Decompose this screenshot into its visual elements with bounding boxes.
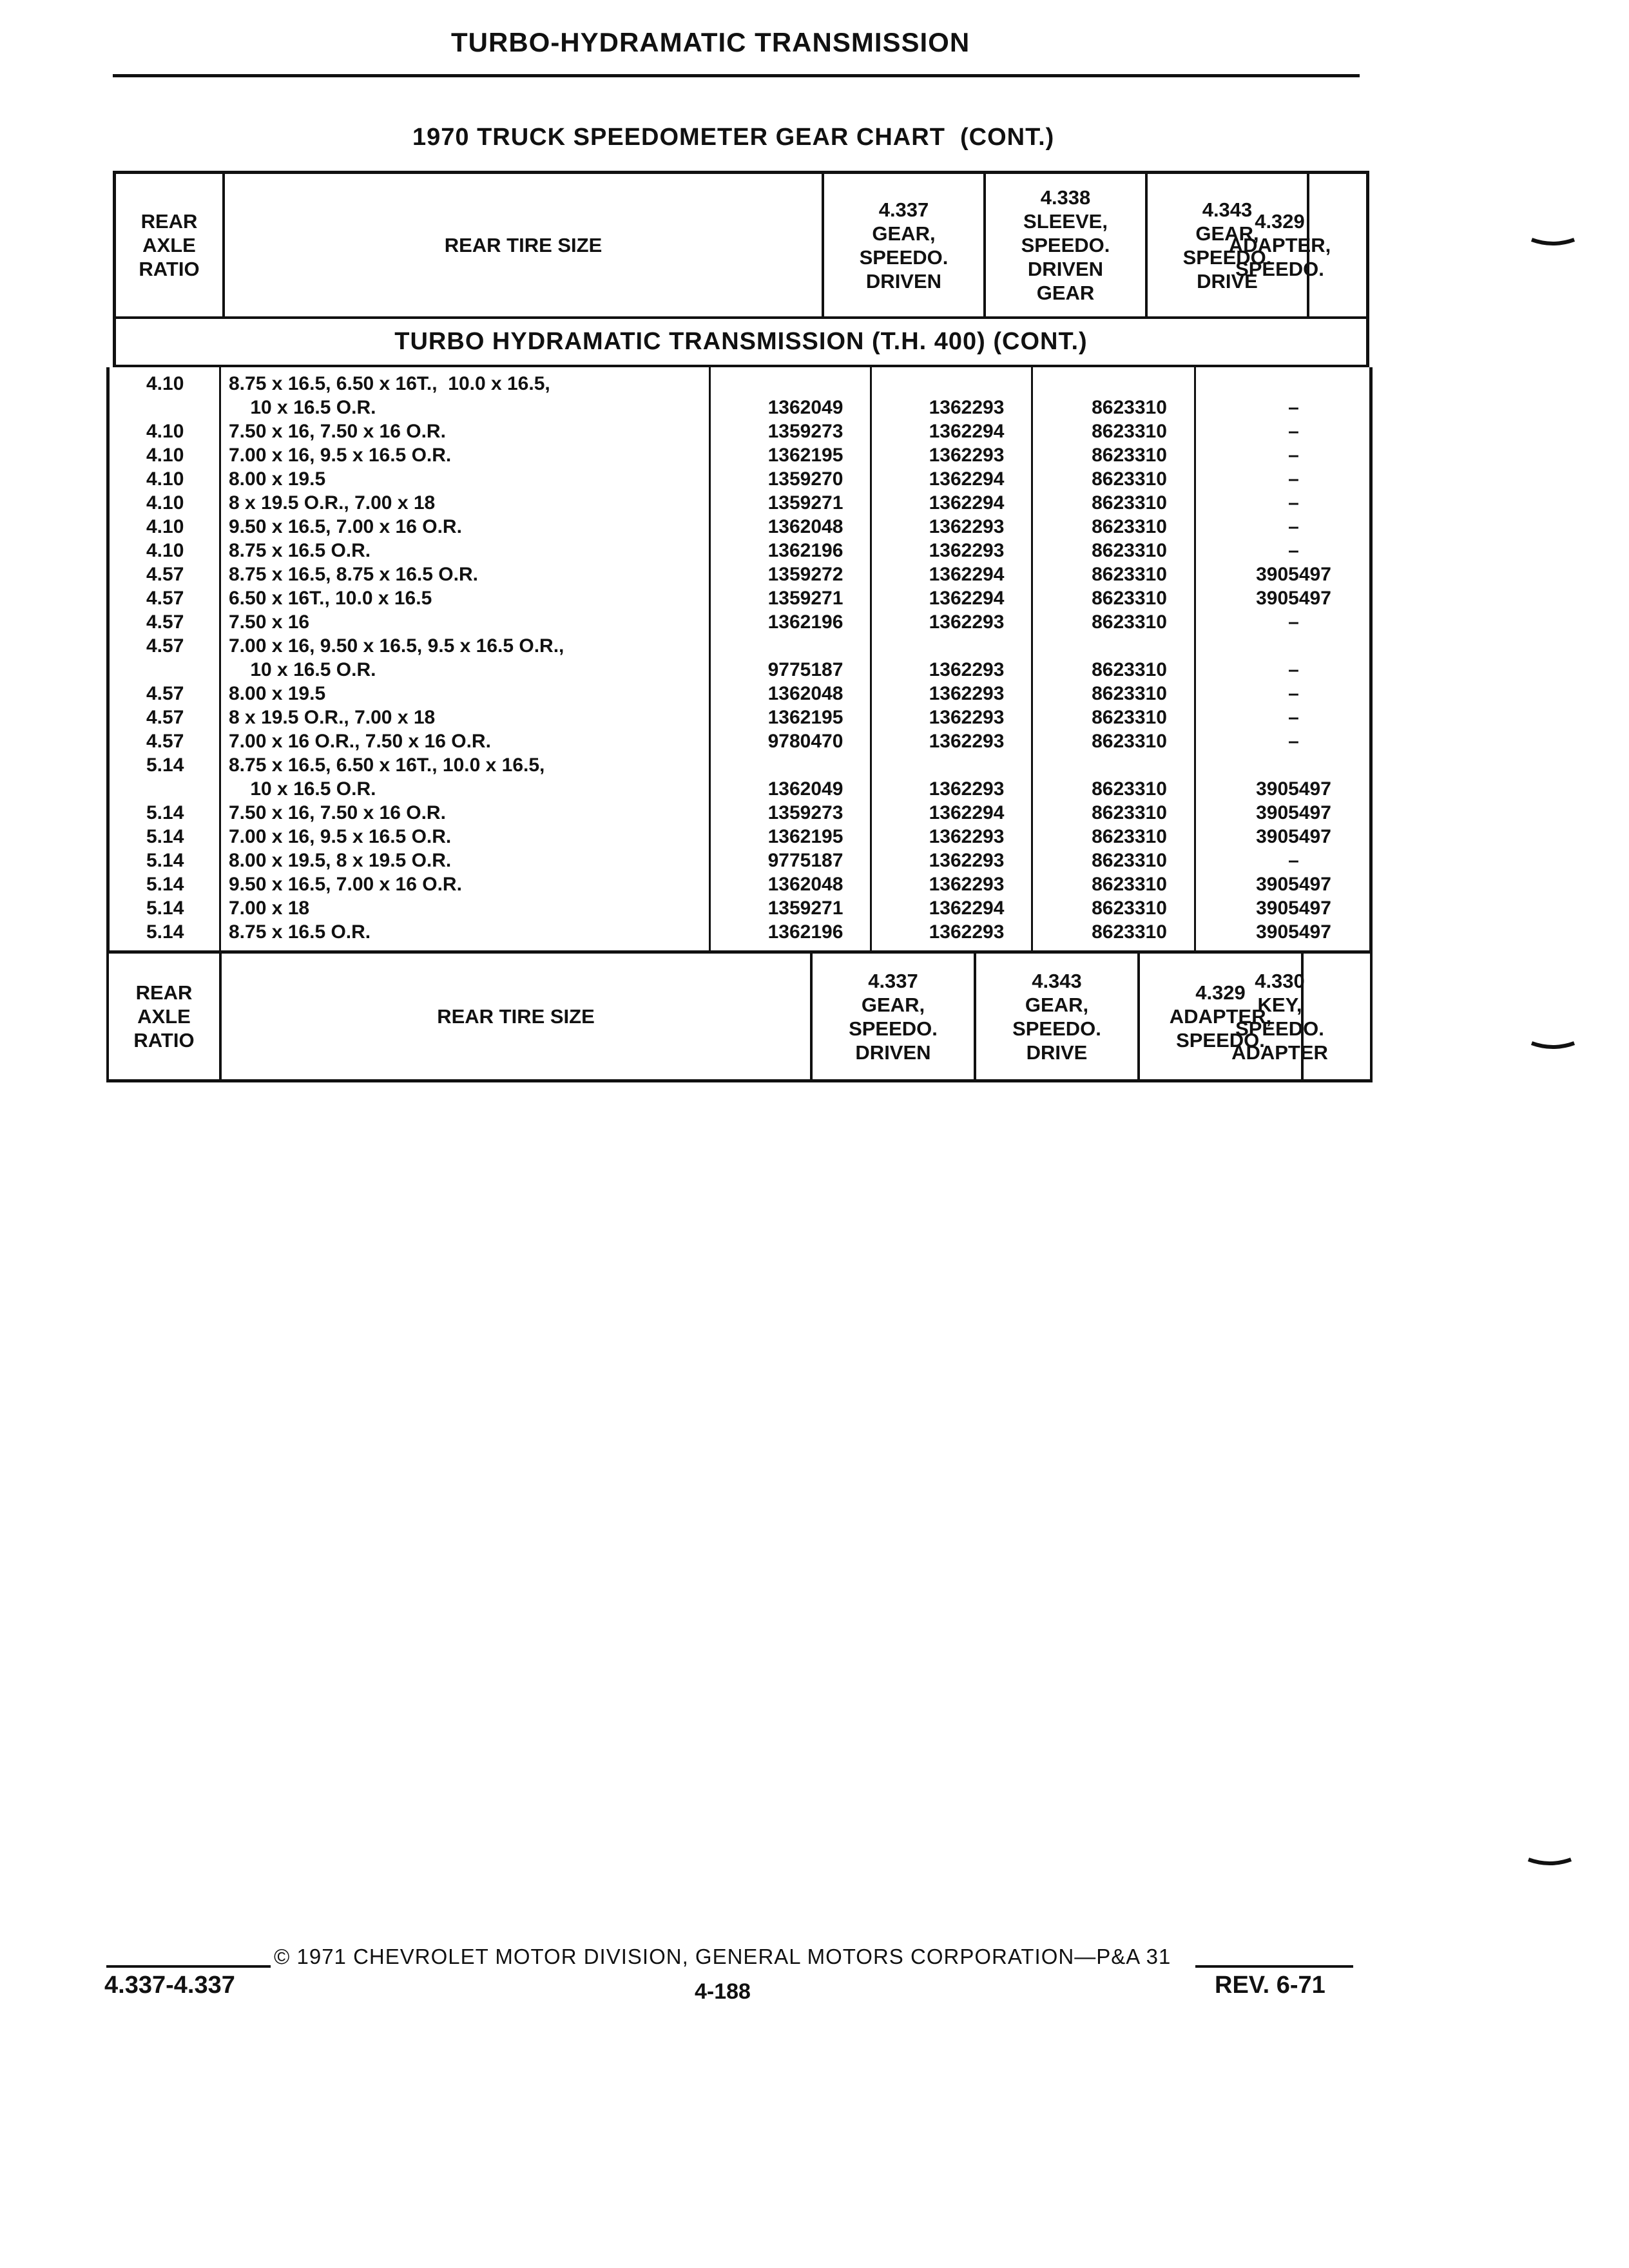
cell-driven: 1362195: [767, 707, 843, 728]
header-line: ADAPTER: [1231, 1041, 1328, 1064]
cell-sleeve: 1362294: [929, 802, 1005, 823]
cell-tire: 8.75 x 16.5, 8.75 x 16.5 O.R.: [229, 564, 478, 585]
margin-mark: [1530, 1041, 1576, 1053]
header-line: 4.343: [1202, 198, 1253, 221]
cell-drive: 8623310: [1092, 397, 1167, 418]
cell-drive: 8623310: [1092, 850, 1167, 871]
cell-sleeve: 1362293: [929, 659, 1005, 680]
cell-ratio: 4.57: [146, 707, 184, 728]
header-ratio: [116, 174, 222, 316]
header-line: ADAPTER,: [1228, 233, 1331, 256]
cell-adapter: –: [1288, 397, 1299, 418]
cell-drive: 8623310: [1092, 707, 1167, 728]
header-line: DRIVE: [1026, 1041, 1088, 1064]
cell-drive: 8623310: [1092, 659, 1167, 680]
header-line: SPEEDO.: [1235, 257, 1324, 280]
header-line: SPEEDO.: [859, 245, 949, 269]
cell-tire: 8.75 x 16.5 O.R.: [229, 921, 371, 943]
cell-adapter: 3905497: [1256, 778, 1331, 800]
cell-adapter: –: [1288, 468, 1299, 490]
cell-tire: 7.00 x 16, 9.5 x 16.5 O.R.: [229, 826, 452, 847]
cell-drive: 8623310: [1092, 683, 1167, 704]
cell-drive: 8623310: [1092, 421, 1167, 442]
header-line: 4.337: [868, 969, 918, 992]
cell-ratio: 5.14: [146, 898, 184, 919]
cell-driven: 1362048: [767, 874, 843, 895]
table-row: [106, 420, 1373, 443]
cell-driven: 1362195: [767, 826, 843, 847]
table-row: [106, 587, 1373, 610]
cell-driven: 1362195: [767, 445, 843, 466]
bottom-header-row: [106, 954, 1373, 1082]
header-line: SPEEDO.: [1235, 1017, 1324, 1040]
header-line: DRIVEN: [855, 1041, 931, 1064]
table-row: [106, 897, 1373, 920]
cell-driven: 1359273: [767, 421, 843, 442]
table-row: [106, 730, 1373, 753]
cell-adapter: –: [1288, 492, 1299, 514]
table-row: [106, 849, 1373, 872]
chart-title: 1970 TRUCK SPEEDOMETER GEAR CHART (CONT.): [412, 124, 1055, 151]
cell-driven: 1362196: [767, 921, 843, 943]
bottom-header-col1: [813, 954, 974, 1079]
header-col2: [986, 174, 1145, 316]
header-line: GEAR,: [1025, 993, 1089, 1016]
header-ratio-line: AXLE: [142, 234, 196, 256]
header-line: GEAR,: [1195, 222, 1259, 245]
cell-tire: 7.50 x 16: [229, 611, 310, 633]
cell-sleeve: 1362293: [929, 778, 1005, 800]
cell-adapter: –: [1288, 540, 1299, 561]
header-line: DRIVE: [1197, 269, 1258, 293]
copyright-line: © 1971 CHEVROLET MOTOR DIVISION, GENERAL MOTORS CORPORATION—P&A 31: [274, 1945, 1171, 1968]
cell-drive: 8623310: [1092, 802, 1167, 823]
header-col4: [1193, 174, 1366, 316]
header-line: SPEEDO.: [1176, 1029, 1265, 1052]
cell-tire: 9.50 x 16.5, 7.00 x 16 O.R.: [229, 874, 462, 895]
cell-tire: 7.00 x 16 O.R., 7.50 x 16 O.R.: [229, 731, 491, 752]
cell-drive: 8623310: [1092, 564, 1167, 585]
footer-revision: REV. 6-71: [1215, 1972, 1325, 1999]
header-line: SPEEDO.: [1182, 245, 1272, 269]
header-line: 4.343: [1032, 969, 1082, 992]
cell-ratio: 5.14: [146, 754, 184, 776]
cell-tire: 7.50 x 16, 7.50 x 16 O.R.: [229, 802, 446, 823]
cell-driven: 1359271: [767, 898, 843, 919]
cell-driven: 1359271: [767, 588, 843, 609]
cell-tire: 8 x 19.5 O.R., 7.00 x 18: [229, 707, 436, 728]
cell-tire: 7.00 x 16, 9.50 x 16.5, 9.5 x 16.5 O.R.,: [229, 635, 564, 657]
cell-sleeve: 1362293: [929, 707, 1005, 728]
cell-driven: 9775187: [767, 850, 843, 871]
cell-sleeve: 1362293: [929, 516, 1005, 537]
table-row: [106, 635, 1373, 658]
table-row: [106, 778, 1373, 801]
cell-tire: 9.50 x 16.5, 7.00 x 16 O.R.: [229, 516, 462, 537]
cell-tire: 7.00 x 18: [229, 898, 310, 919]
cell-tire: 7.50 x 16, 7.50 x 16 O.R.: [229, 421, 446, 442]
cell-drive: 8623310: [1092, 778, 1167, 800]
header-line: 4.337: [878, 198, 929, 221]
cell-sleeve: 1362293: [929, 540, 1005, 561]
footer-rule: [1195, 1965, 1353, 1968]
margin-mark: [1530, 237, 1576, 250]
cell-sleeve: 1362293: [929, 611, 1005, 633]
cell-drive: 8623310: [1092, 588, 1167, 609]
table-row: [106, 396, 1373, 419]
cell-drive: 8623310: [1092, 826, 1167, 847]
header-line: GEAR,: [861, 993, 925, 1016]
header-line: 4.329: [1255, 209, 1305, 233]
cell-sleeve: 1362293: [929, 874, 1005, 895]
table-row: [106, 682, 1373, 706]
cell-driven: 1359273: [767, 802, 843, 823]
cell-driven: 1362049: [767, 397, 843, 418]
cell-tire: 10 x 16.5 O.R.: [229, 659, 376, 680]
cell-adapter: –: [1288, 516, 1299, 537]
page-number: 4-188: [695, 1979, 751, 2004]
cell-drive: 8623310: [1092, 611, 1167, 633]
cell-adapter: –: [1288, 683, 1299, 704]
cell-adapter: 3905497: [1256, 826, 1331, 847]
table-row: [106, 372, 1373, 396]
cell-sleeve: 1362293: [929, 683, 1005, 704]
cell-drive: 8623310: [1092, 492, 1167, 514]
cell-sleeve: 1362293: [929, 850, 1005, 871]
cell-drive: 8623310: [1092, 874, 1167, 895]
cell-driven: 1362196: [767, 611, 843, 633]
header-tire: REAR TIRE SIZE: [444, 234, 602, 256]
cell-adapter: 3905497: [1256, 874, 1331, 895]
table-row: [106, 706, 1373, 729]
cell-adapter: –: [1288, 731, 1299, 752]
header-line: DRIVEN: [1027, 258, 1104, 280]
cell-driven: 1359271: [767, 492, 843, 514]
cell-sleeve: 1362293: [929, 445, 1005, 466]
cell-tire: 8.75 x 16.5, 6.50 x 16T., 10.0 x 16.5,: [229, 373, 550, 394]
header-line: GEAR: [1036, 282, 1095, 304]
bottom-header-tire: REAR TIRE SIZE: [437, 1005, 595, 1028]
header-line: SPEEDO.: [1021, 234, 1110, 256]
page-heading: TURBO-HYDRAMATIC TRANSMISSION: [451, 27, 970, 57]
cell-adapter: –: [1288, 707, 1299, 728]
cell-ratio: 5.14: [146, 826, 184, 847]
table-row: [106, 444, 1373, 467]
cell-adapter: –: [1288, 850, 1299, 871]
cell-ratio: 4.10: [146, 468, 184, 490]
cell-ratio: 4.57: [146, 611, 184, 633]
cell-driven: 1362048: [767, 683, 843, 704]
cell-tire: 7.00 x 16, 9.5 x 16.5 O.R.: [229, 445, 452, 466]
table-row: [106, 611, 1373, 634]
cell-tire: 8.00 x 19.5, 8 x 19.5 O.R.: [229, 850, 452, 871]
bottom-header-ratio: [109, 954, 219, 1079]
header-line: 4.338: [1040, 186, 1091, 209]
cell-driven: 1362048: [767, 516, 843, 537]
cell-ratio: 4.10: [146, 540, 184, 561]
header-line: DRIVEN: [865, 269, 942, 293]
cell-sleeve: 1362293: [929, 731, 1005, 752]
cell-tire: 8 x 19.5 O.R., 7.00 x 18: [229, 492, 436, 514]
cell-drive: 8623310: [1092, 731, 1167, 752]
cell-drive: 8623310: [1092, 516, 1167, 537]
cell-tire: 8.75 x 16.5 O.R.: [229, 540, 371, 561]
cell-ratio: 4.57: [146, 635, 184, 657]
header-line: GEAR,: [872, 222, 936, 245]
cell-sleeve: 1362294: [929, 564, 1005, 585]
cell-driven: 1359270: [767, 468, 843, 490]
cell-driven: 9775187: [767, 659, 843, 680]
cell-drive: 8623310: [1092, 445, 1167, 466]
table-row: [106, 658, 1373, 682]
bottom-header-col4: [1193, 954, 1366, 1079]
header-line: SPEEDO.: [1012, 1017, 1101, 1040]
cell-sleeve: 1362294: [929, 898, 1005, 919]
cell-adapter: 3905497: [1256, 898, 1331, 919]
header-line: SLEEVE,: [1023, 210, 1108, 233]
header-line: SPEEDO.: [849, 1017, 938, 1040]
footer-left: 4.337-4.337: [104, 1972, 235, 1999]
cell-ratio: 4.10: [146, 492, 184, 514]
header-ratio-line: REAR: [140, 210, 198, 233]
header-line: 4.329: [1195, 981, 1246, 1004]
cell-sleeve: 1362294: [929, 588, 1005, 609]
cell-drive: 8623310: [1092, 540, 1167, 561]
cell-sleeve: 1362293: [929, 397, 1005, 418]
cell-adapter: 3905497: [1256, 802, 1331, 823]
cell-adapter: 3905497: [1256, 921, 1331, 943]
cell-tire: 8.00 x 19.5: [229, 683, 326, 704]
cell-adapter: 3905497: [1256, 588, 1331, 609]
cell-drive: 8623310: [1092, 921, 1167, 943]
table-row: [106, 802, 1373, 825]
cell-driven: 1362196: [767, 540, 843, 561]
cell-drive: 8623310: [1092, 898, 1167, 919]
cell-ratio: 4.57: [146, 564, 184, 585]
cell-drive: 8623310: [1092, 468, 1167, 490]
cell-tire: 10 x 16.5 O.R.: [229, 778, 376, 800]
table-row: [106, 563, 1373, 586]
cell-adapter: –: [1288, 421, 1299, 442]
cell-adapter: –: [1288, 445, 1299, 466]
header-ratio-line: REAR: [135, 981, 193, 1004]
cell-tire: 6.50 x 16T., 10.0 x 16.5: [229, 588, 432, 609]
table-body: [106, 367, 1373, 954]
cell-tire: 8.75 x 16.5, 6.50 x 16T., 10.0 x 16.5,: [229, 754, 545, 776]
header-ratio-line: AXLE: [137, 1005, 191, 1028]
bottom-header-col2: [976, 954, 1137, 1079]
cell-ratio: 4.57: [146, 683, 184, 704]
cell-driven: 9780470: [767, 731, 843, 752]
table-row: [106, 754, 1373, 777]
cell-ratio: 4.10: [146, 421, 184, 442]
table-row: [106, 825, 1373, 849]
cell-adapter: 3905497: [1256, 564, 1331, 585]
table-row: [106, 515, 1373, 539]
cell-ratio: 5.14: [146, 802, 184, 823]
cell-ratio: 5.14: [146, 850, 184, 871]
cell-sleeve: 1362293: [929, 921, 1005, 943]
section-band: TURBO HYDRAMATIC TRANSMISSION (T.H. 400) (CONT.): [113, 319, 1369, 367]
header-line: KEY,: [1257, 993, 1302, 1016]
cell-adapter: –: [1288, 659, 1299, 680]
cell-ratio: 4.57: [146, 588, 184, 609]
table-row: [106, 921, 1373, 944]
cell-sleeve: 1362294: [929, 468, 1005, 490]
cell-driven: 1362049: [767, 778, 843, 800]
cell-tire: 10 x 16.5 O.R.: [229, 397, 376, 418]
cell-ratio: 4.10: [146, 373, 184, 394]
header-ratio-line: RATIO: [139, 258, 200, 280]
cell-ratio: 5.14: [146, 874, 184, 895]
top-rule: [113, 74, 1360, 77]
header-line: 4.330: [1255, 969, 1305, 992]
cell-tire: 8.00 x 19.5: [229, 468, 326, 490]
table-row: [106, 539, 1373, 562]
cell-sleeve: 1362294: [929, 421, 1005, 442]
table-row: [106, 873, 1373, 896]
cell-ratio: 4.10: [146, 516, 184, 537]
cell-ratio: 4.10: [146, 445, 184, 466]
header-line: ADAPTER,: [1169, 1005, 1272, 1028]
cell-adapter: –: [1288, 611, 1299, 633]
table-row: [106, 492, 1373, 515]
top-header-row: [113, 171, 1369, 319]
footer-rule: [106, 1965, 271, 1968]
table-row: [106, 468, 1373, 491]
header-ratio-line: RATIO: [133, 1029, 195, 1052]
cell-ratio: 5.14: [146, 921, 184, 943]
margin-mark: [1527, 1857, 1572, 1870]
cell-driven: 1359272: [767, 564, 843, 585]
cell-ratio: 4.57: [146, 731, 184, 752]
cell-sleeve: 1362293: [929, 826, 1005, 847]
header-col1: [824, 174, 983, 316]
cell-sleeve: 1362294: [929, 492, 1005, 514]
